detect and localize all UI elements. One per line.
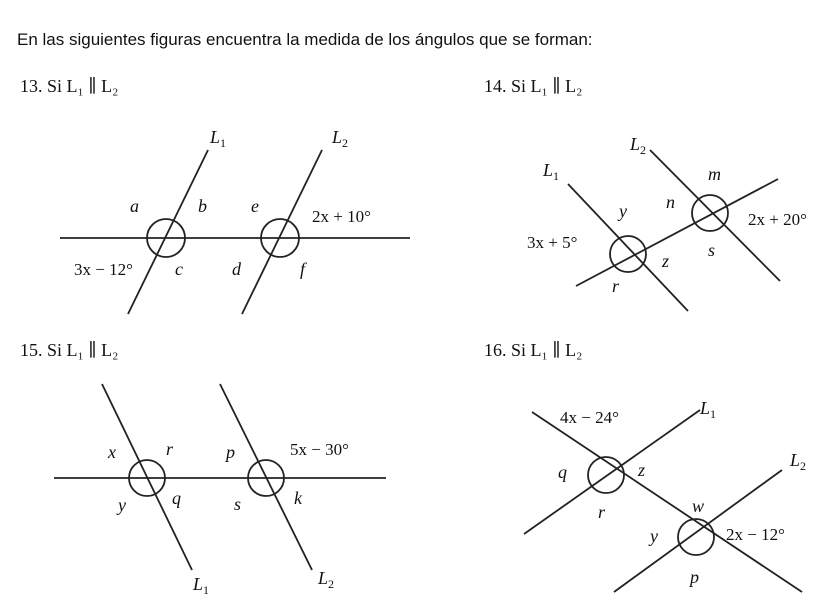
line-l2: [242, 150, 322, 314]
figure-15: [54, 384, 386, 597]
angle-e: e: [251, 196, 259, 216]
angle-expression-upper: 5x − 30°: [290, 440, 349, 459]
angle-z: z: [662, 251, 670, 271]
angle-m: m: [708, 164, 721, 184]
angle-expression-upper: 2x + 10°: [312, 207, 371, 226]
line-l2: [220, 384, 312, 570]
angle-n: n: [666, 192, 675, 212]
angle-marker-circle: [678, 519, 714, 555]
angle-p: p: [690, 567, 699, 587]
angle-expression-top: 4x − 24°: [560, 408, 619, 427]
l1-label: $L_1$: [193, 574, 210, 597]
transversal-line: [532, 412, 802, 592]
angle-b: b: [198, 196, 207, 216]
angle-expression-right: 2x + 20°: [748, 210, 807, 229]
angle-a: a: [130, 196, 139, 216]
problem-13-label: 13. Si L₁ ∥ L₂: [20, 76, 119, 96]
figure-14: [527, 134, 807, 311]
angle-s: s: [708, 240, 716, 260]
angle-x: x: [108, 442, 116, 462]
line-l1: [524, 410, 700, 534]
l2-label: $L_2$: [790, 450, 807, 473]
angle-expression-lower: 3x − 12°: [74, 260, 133, 279]
figure-16: [524, 398, 806, 592]
angle-f: f: [300, 259, 306, 279]
angle-s: s: [234, 494, 242, 514]
angle-expression-right: 2x − 12°: [726, 525, 785, 544]
angle-y: y: [619, 201, 627, 221]
l2-label: $L_2$: [630, 134, 647, 157]
angle-z: z: [638, 460, 646, 480]
problem-15-label: 15. Si L₁ ∥ L₂: [20, 340, 119, 360]
angle-k: k: [294, 488, 302, 508]
angle-y: y: [650, 526, 658, 546]
angle-w: w: [692, 496, 705, 516]
problem-16-label: 16. Si L₁ ∥ L₂: [484, 340, 583, 360]
angle-p: p: [226, 442, 235, 462]
transversal-line: [576, 179, 778, 286]
angle-q: q: [558, 462, 567, 482]
angle-r: r: [612, 276, 620, 296]
line-l1: [102, 384, 192, 570]
angle-q: q: [172, 488, 181, 508]
instruction-text: En las siguientes figuras encuentra la medida de los ángulos que se forman:: [17, 30, 593, 49]
angle-r: r: [598, 502, 606, 522]
angle-marker-circle: [692, 195, 728, 231]
l1-label: $L_1$: [210, 127, 227, 150]
angle-expression-left: 3x + 5°: [527, 233, 578, 252]
figure-13: [60, 127, 410, 314]
angle-marker-circle: [610, 236, 646, 272]
l1-label: $L_1$: [700, 398, 717, 421]
line-l1: [128, 150, 208, 314]
angle-d: d: [232, 259, 241, 279]
angle-r: r: [166, 439, 174, 459]
l1-label: $L_1$: [543, 160, 560, 183]
angle-c: c: [175, 259, 183, 279]
problem-14-label: 14. Si L₁ ∥ L₂: [484, 76, 583, 96]
l2-label: $L_2$: [332, 127, 349, 150]
angle-y: y: [118, 495, 126, 515]
l2-label: $L_2$: [318, 568, 335, 591]
